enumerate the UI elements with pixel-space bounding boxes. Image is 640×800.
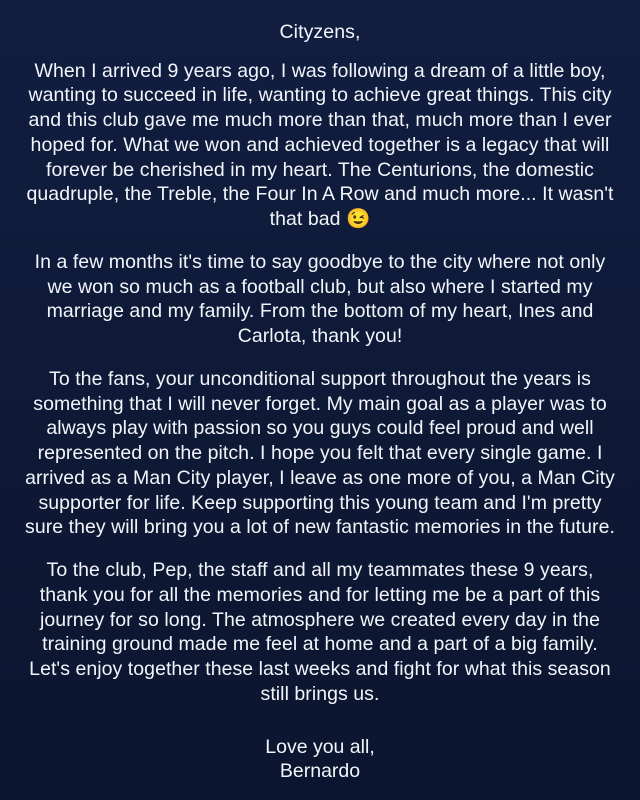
statement-paragraph-3: To the fans, your unconditional support throughout the years is something that I will never forget. My main goal as a player was to always play with passion so you guys could feel proud and well represented on the pitch. I hope you felt that every single game. I arrived as a Man City player, I leave as one more of you, a Man City supporter for life. Keep supporting this young team and I'm pretty sure they will bring you a lot of new fantastic memories in the future.	[25, 367, 615, 539]
signoff	[265, 735, 375, 785]
statement-paragraph-1: When I arrived 9 years ago, I was following a dream of a little boy, wanting to succeed in life, wanting to achieve great things. This city and this club gave me much more than that, much more than I ever hoped for. What we won and achieved together is a legacy that will forever be cherished in my heart. The Centurions, the domestic quadruple, the Treble, the Four In A Row and much more... It wasn't that bad 😉	[26, 59, 614, 231]
statement-paragraph-2: In a few months it's time to say goodbye to the city where not only we won so much as a football club, but also where I started my marriage and my family. From the bottom of my heart, Ines and Carlota, thank you!	[34, 250, 606, 348]
signoff-line-1: Love you all,	[265, 735, 375, 758]
signoff-author: Bernardo	[279, 760, 361, 783]
statement-paragraph-4: To the club, Pep, the staff and all my teammates these 9 years, thank you for all the memories and for letting me be a part of this journey for so long. The atmosphere we created every day in the training ground made me feel at home and a part of a big family. Let's enjoy together these last weeks and fight for what this season still brings us.	[29, 559, 611, 705]
salutation: Cityzens,	[279, 21, 361, 43]
